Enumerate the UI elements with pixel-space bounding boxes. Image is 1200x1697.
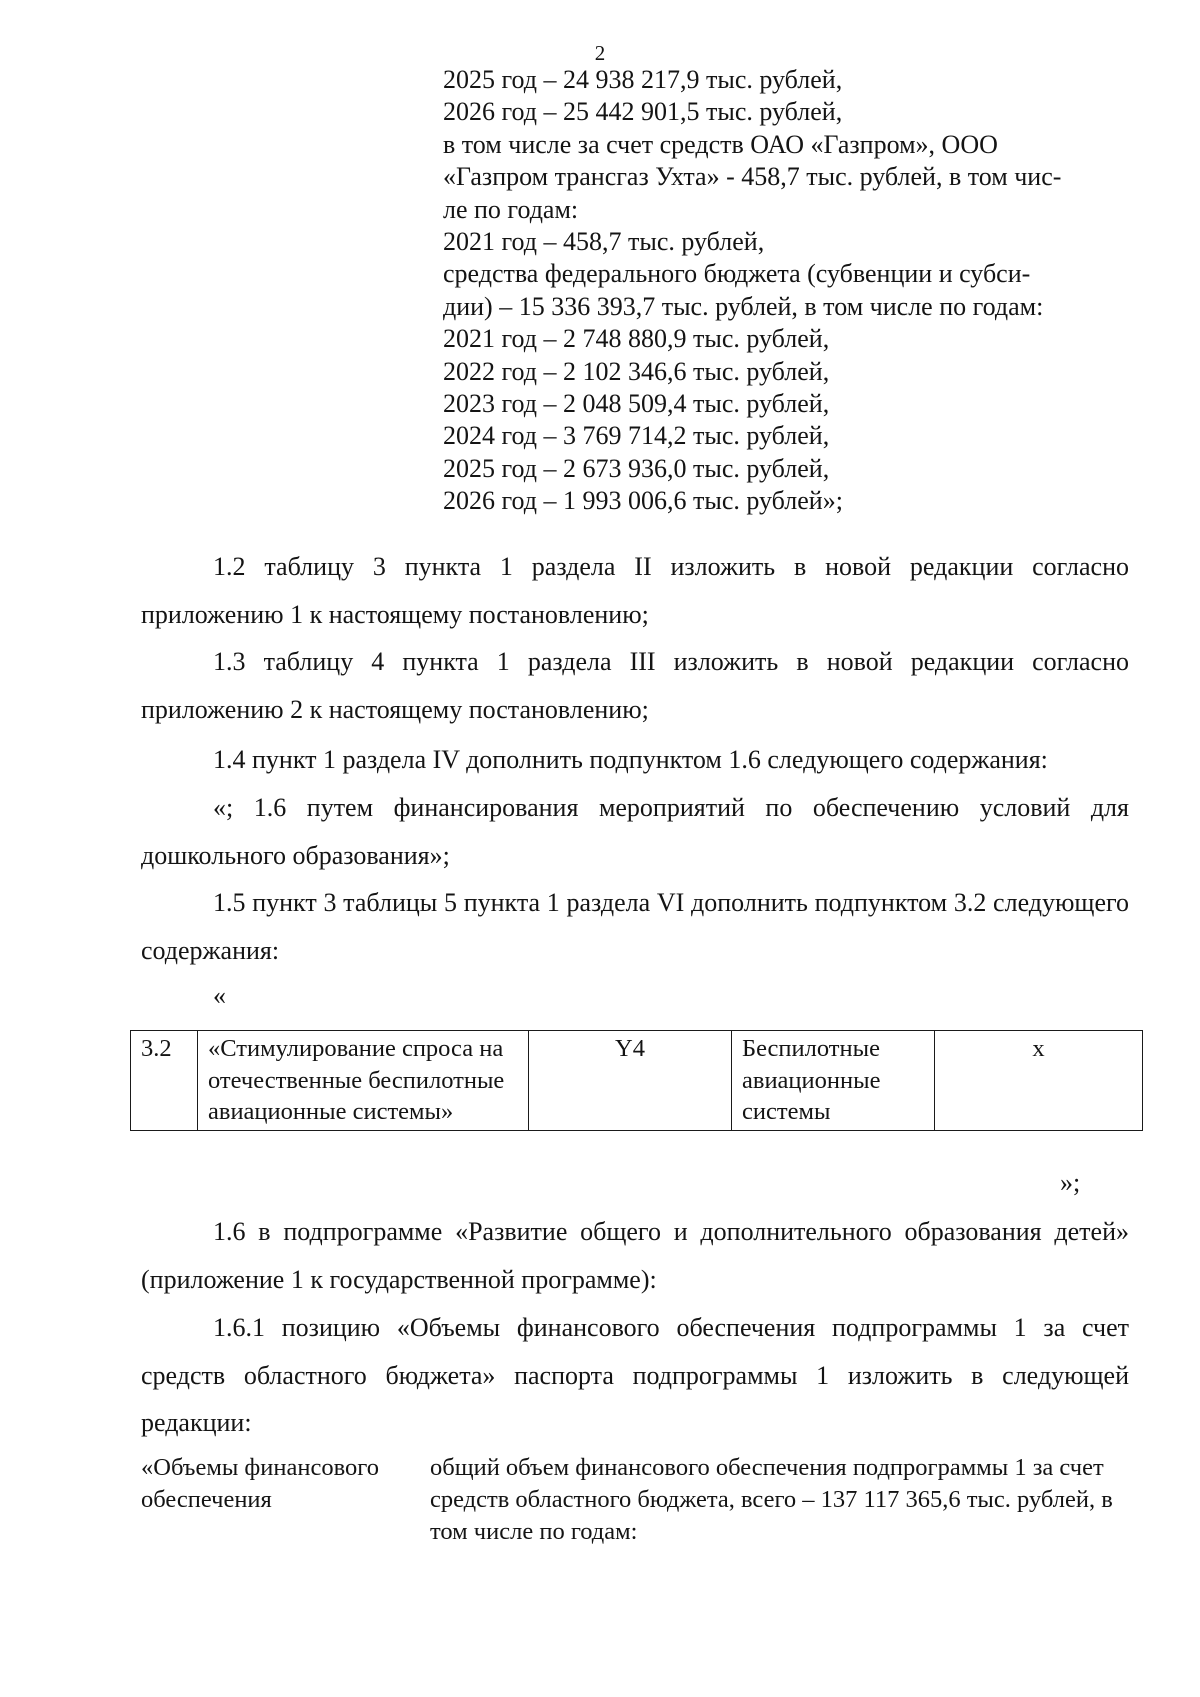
paragraph-1-6-1 — [141, 1304, 1129, 1447]
cell-code: Y4 — [529, 1031, 732, 1131]
funding-line: 2025 год – 2 673 936,0 тыс. рублей, — [443, 453, 830, 483]
cell-project: Беспилотные авиационные системы — [732, 1031, 935, 1131]
funding-line: 2025 год – 24 938 217,9 тыс. рублей, — [443, 65, 843, 94]
inserted-table — [130, 1030, 1143, 1131]
funding-line: ле по годам: — [443, 194, 579, 224]
funding-line: 2026 год – 25 442 901,5 тыс. рублей, — [443, 97, 843, 127]
funding-line: в том числе за счет средств ОАО «Газпром», ООО — [443, 129, 998, 159]
paragraph-1-3 — [141, 638, 1129, 733]
paragraph-text: «; 1.6 путем финансирования мероприятий по обеспечению условий для дошкольного образования»; — [141, 793, 1129, 870]
paragraph-1-4 — [141, 736, 1129, 784]
page-number: 2 — [594, 41, 606, 65]
closing-quote: »; — [1060, 1168, 1081, 1197]
paragraph-1-2 — [141, 543, 1129, 638]
opening-quote: « — [213, 981, 226, 1010]
table-row — [131, 1031, 1143, 1131]
cell-mark: х — [935, 1031, 1143, 1131]
funding-line: дии) – 15 336 393,7 тыс. рублей, в том числе по годам: — [443, 291, 1044, 321]
paragraph-1-5 — [141, 879, 1129, 974]
paragraph-text: 1.6.1 позицию «Объемы финансового обеспечения подпрограммы 1 за счет средств областного бюджета» паспорта подпрограммы 1 изложить в следующей редакции: — [141, 1313, 1129, 1437]
paragraph-text: 1.6 в подпрограмме «Развитие общего и дополнительного образования детей» (приложение 1 к государственной программе): — [141, 1217, 1129, 1294]
funding-line: 2023 год – 2 048 509,4 тыс. рублей, — [443, 389, 830, 419]
funding-amounts-block — [443, 64, 1133, 518]
paragraph-1-4-quote — [141, 784, 1129, 879]
funding-line: 2024 год – 3 769 714,2 тыс. рублей, — [443, 421, 830, 451]
paragraph-text: 1.4 пункт 1 раздела IV дополнить подпунктом 1.6 следующего содержания: — [213, 745, 1048, 774]
funding-line: 2021 год – 458,7 тыс. рублей, — [443, 227, 765, 257]
cell-number: 3.2 — [131, 1031, 198, 1131]
cell-name: «Стимулирование спроса на отечественные беспилотные авиационные системы» — [198, 1031, 529, 1131]
funding-line: 2026 год – 1 993 006,6 тыс. рублей»; — [443, 486, 843, 516]
funding-line: 2021 год – 2 748 880,9 тыс. рублей, — [443, 324, 830, 354]
paragraph-text: 1.2 таблицу 3 пункта 1 раздела II изложить в новой редакции согласно приложению 1 к настоящему постановлению; — [141, 552, 1129, 629]
passport-label: «Объемы финансового обеспечения — [141, 1454, 379, 1513]
funding-line: «Газпром трансгаз Ухта» - 458,7 тыс. рублей, в том чис- — [443, 162, 1062, 192]
funding-line: средства федерального бюджета (субвенции и субси- — [443, 259, 1031, 289]
passport-value: общий объем финансового обеспечения подпрограммы 1 за счет средств областного бюджета, всего – 137 117 365,6 тыс. рублей, в том числе по годам: — [430, 1454, 1113, 1545]
funding-line: 2022 год – 2 102 346,6 тыс. рублей, — [443, 356, 830, 386]
paragraph-text: 1.5 пункт 3 таблицы 5 пункта 1 раздела VI дополнить подпунктом 3.2 следующего содержания: — [141, 888, 1129, 965]
paragraph-1-6 — [141, 1208, 1129, 1303]
paragraph-text: 1.3 таблицу 4 пункта 1 раздела III изложить в новой редакции согласно приложению 2 к настоящему постановлению; — [141, 647, 1129, 724]
